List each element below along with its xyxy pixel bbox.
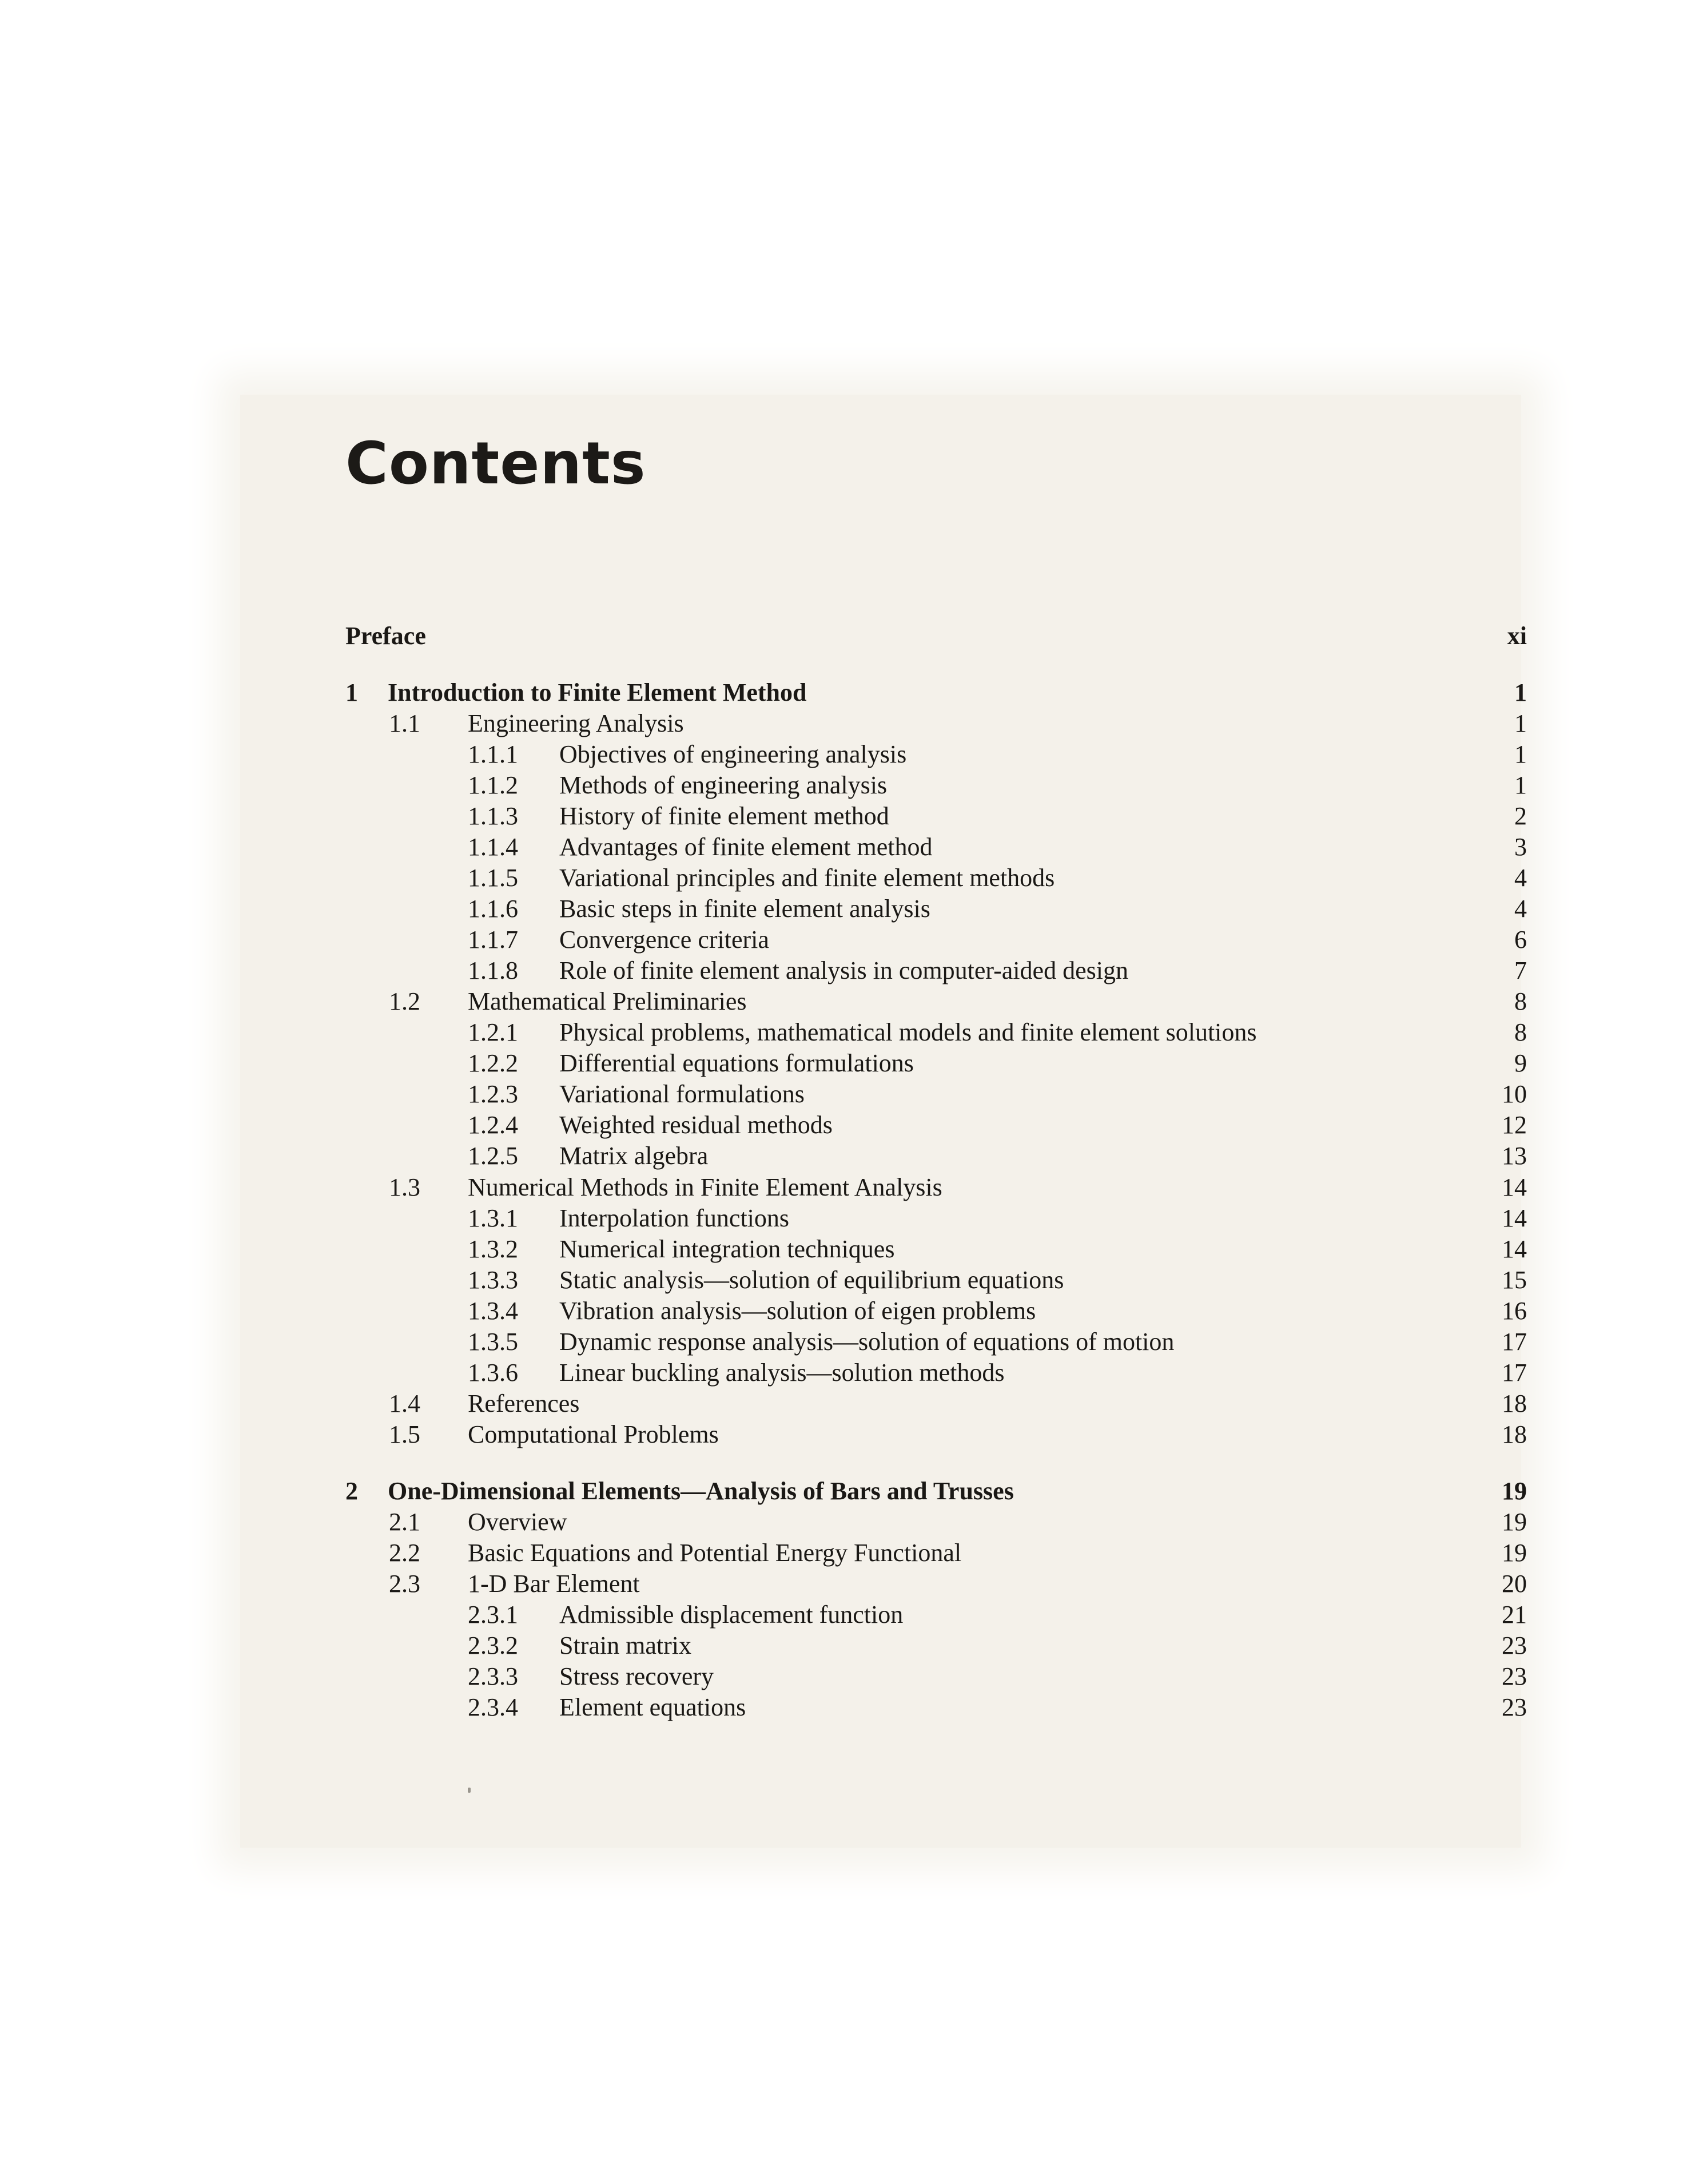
toc-entry — [0, 677, 1687, 708]
toc-entry-title: History of finite element method — [559, 802, 889, 830]
toc-entry-title: Matrix algebra — [559, 1142, 709, 1170]
toc-entry — [0, 801, 1687, 832]
toc-entry — [0, 1476, 1687, 1507]
toc-entry — [0, 1568, 1687, 1599]
toc-entry-page: 4 — [1514, 864, 1527, 892]
toc-entry — [0, 739, 1687, 770]
toc-entry-title: Role of finite element analysis in computer-aided design — [559, 956, 1128, 984]
toc-entry-title: Computational Problems — [468, 1420, 719, 1448]
toc-entry-page: xi — [1507, 622, 1527, 650]
toc-entry-page: 1 — [1514, 678, 1527, 706]
toc-entry-page: 9 — [1514, 1049, 1527, 1077]
toc-entry-title: Differential equations formulations — [559, 1049, 914, 1077]
toc-entry — [0, 1079, 1687, 1110]
toc-entry-page: 3 — [1514, 833, 1527, 861]
toc-entry — [0, 894, 1687, 924]
toc-entry-number: 1.2.5 — [468, 1142, 518, 1170]
toc-entry-page: 14 — [1502, 1204, 1527, 1232]
toc-entry-title: Basic Equations and Potential Energy Functional — [468, 1539, 962, 1567]
toc-entry-page: 15 — [1502, 1266, 1527, 1294]
toc-entry — [0, 708, 1687, 739]
toc-entry-title: Numerical Methods in Finite Element Analysis — [468, 1173, 942, 1201]
toc-entry-number: 1.1.4 — [468, 833, 518, 861]
toc-entry-title: Interpolation functions — [559, 1204, 790, 1232]
toc-entry-title: Preface — [345, 622, 426, 650]
toc-entry-number: 1.1.2 — [468, 771, 518, 799]
toc-entry — [0, 1327, 1687, 1357]
toc-entry-number: 1.2.4 — [468, 1111, 518, 1139]
toc-entry-page: 4 — [1514, 895, 1527, 923]
toc-entry-title: Mathematical Preliminaries — [468, 987, 747, 1015]
toc-entry — [0, 1110, 1687, 1141]
toc-entry-page: 1 — [1514, 771, 1527, 799]
toc-entry — [0, 1661, 1687, 1692]
toc-entry-number: 2.3.2 — [468, 1631, 518, 1659]
toc-entry — [0, 1234, 1687, 1265]
toc-entry-number: 1.3.5 — [468, 1328, 518, 1356]
toc-entry-title: Variational principles and finite element methods — [559, 864, 1055, 892]
toc-entry — [0, 1419, 1687, 1450]
toc-entry — [0, 1296, 1687, 1327]
toc-entry-title: Advantages of finite element method — [559, 833, 933, 861]
toc-entry-number: 1.4 — [389, 1389, 420, 1417]
toc-entry-page: 14 — [1502, 1173, 1527, 1201]
toc-entry-number: 1.2.3 — [468, 1080, 518, 1108]
toc-entry-number: 1.3.2 — [468, 1235, 518, 1263]
toc-entry — [0, 1507, 1687, 1538]
toc-entry-title: Methods of engineering analysis — [559, 771, 888, 799]
toc-entry-page: 20 — [1502, 1570, 1527, 1598]
toc-entry — [0, 1048, 1687, 1079]
toc-entry-page: 8 — [1514, 1018, 1527, 1046]
toc-entry-title: References — [468, 1389, 580, 1417]
toc-entry-title: One-Dimensional Elements—Analysis of Bars and Trusses — [388, 1477, 1014, 1505]
toc-entry-number: 1.3.6 — [468, 1359, 518, 1387]
toc-entry — [0, 955, 1687, 986]
toc-entry-title: Variational formulations — [559, 1080, 805, 1108]
toc-entry-title: Overview — [468, 1508, 567, 1536]
toc-entry — [0, 1017, 1687, 1048]
toc-entry-title: Convergence criteria — [559, 926, 769, 954]
toc-entry-title: Element equations — [559, 1693, 746, 1721]
page-title: Contents — [345, 430, 646, 498]
toc-entry — [0, 1599, 1687, 1630]
toc-entry — [0, 924, 1687, 955]
toc-entry-number: 1.1.6 — [468, 895, 518, 923]
toc-entry-page: 12 — [1502, 1111, 1527, 1139]
toc-entry-page: 21 — [1502, 1601, 1527, 1629]
toc-entry-number: 1.2.2 — [468, 1049, 518, 1077]
toc-entry-title: Objectives of engineering analysis — [559, 740, 907, 768]
toc-entry-title: Static analysis—solution of equilibrium equations — [559, 1266, 1064, 1294]
toc-entry-title: Admissible displacement function — [559, 1601, 904, 1629]
toc-entry-page: 1 — [1514, 740, 1527, 768]
toc-entry-page: 1 — [1514, 709, 1527, 737]
toc-entry-number: 1.3.3 — [468, 1266, 518, 1294]
toc-entry-page: 23 — [1502, 1662, 1527, 1690]
toc-entry-title: Dynamic response analysis—solution of equations of motion — [559, 1328, 1175, 1356]
toc-entry-number: 1.3 — [389, 1173, 420, 1201]
toc-entry — [0, 1265, 1687, 1296]
toc-entry-title: Basic steps in finite element analysis — [559, 895, 930, 923]
toc-entry-title: Numerical integration techniques — [559, 1235, 895, 1263]
toc-entry-page: 17 — [1502, 1328, 1527, 1356]
toc-entry-number: 2.3.4 — [468, 1693, 518, 1721]
toc-entry — [0, 1357, 1687, 1388]
toc-entry-page: 18 — [1502, 1420, 1527, 1448]
toc-entry — [0, 1692, 1687, 1723]
toc-entry-title: Weighted residual methods — [559, 1111, 833, 1139]
toc-entry-title: Physical problems, mathematical models and finite element solutions — [559, 1018, 1257, 1046]
toc-entry-page: 23 — [1502, 1631, 1527, 1659]
toc-entry-page: 19 — [1502, 1477, 1527, 1505]
toc-entry-page: 19 — [1502, 1508, 1527, 1536]
toc-entry-page: 17 — [1502, 1359, 1527, 1387]
toc-entry-page: 18 — [1502, 1389, 1527, 1417]
toc-entry — [0, 1538, 1687, 1568]
toc-entry-page: 2 — [1514, 802, 1527, 830]
toc-entry-title: Strain matrix — [559, 1631, 691, 1659]
toc-entry-page: 8 — [1514, 987, 1527, 1015]
toc-entry-page: 23 — [1502, 1693, 1527, 1721]
toc-entry — [0, 770, 1687, 801]
toc-entry-number: 2.3.1 — [468, 1601, 518, 1629]
toc-entry — [0, 832, 1687, 863]
toc-entry-number: 1.1.7 — [468, 926, 518, 954]
scan-speck — [468, 1788, 471, 1793]
toc-entry-number: 1.2.1 — [468, 1018, 518, 1046]
toc-entry-number: 1.3.1 — [468, 1204, 518, 1232]
toc-entry-page: 14 — [1502, 1235, 1527, 1263]
toc-entry — [0, 986, 1687, 1017]
toc-entry-number: 2.3.3 — [468, 1662, 518, 1690]
toc-entry — [0, 621, 1687, 652]
toc-entry-number: 2.3 — [389, 1570, 420, 1598]
toc-entry-page: 16 — [1502, 1297, 1527, 1325]
toc-entry-number: 1 — [345, 678, 358, 706]
toc-entry — [0, 1203, 1687, 1234]
toc-entry-title: Stress recovery — [559, 1662, 714, 1690]
toc-entry-number: 1.1.5 — [468, 864, 518, 892]
toc-entry — [0, 1141, 1687, 1172]
toc-entry-page: 13 — [1502, 1142, 1527, 1170]
toc-entry-number: 1.5 — [389, 1420, 420, 1448]
toc-entry-number: 1.1.1 — [468, 740, 518, 768]
toc-entry-page: 7 — [1514, 956, 1527, 984]
toc-entry-number: 1.1.3 — [468, 802, 518, 830]
toc-entry — [0, 863, 1687, 894]
toc-entry-title: Engineering Analysis — [468, 709, 684, 737]
toc-entry-number: 1.3.4 — [468, 1297, 518, 1325]
toc-entry-title: 1-D Bar Element — [468, 1570, 640, 1598]
toc-entry-number: 1.1.8 — [468, 956, 518, 984]
toc-entry — [0, 1172, 1687, 1203]
toc-entry-page: 6 — [1514, 926, 1527, 954]
toc-entry-number: 2.2 — [389, 1539, 420, 1567]
toc-entry-page: 19 — [1502, 1539, 1527, 1567]
toc-entry-title: Vibration analysis—solution of eigen problems — [559, 1297, 1036, 1325]
toc-entry — [0, 1630, 1687, 1661]
toc-entry-title: Introduction to Finite Element Method — [388, 678, 807, 706]
toc-entry-number: 2 — [345, 1477, 358, 1505]
toc-entry-number: 1.2 — [389, 987, 420, 1015]
toc-entry-page: 10 — [1502, 1080, 1527, 1108]
toc-entry-title: Linear buckling analysis—solution methods — [559, 1359, 1005, 1387]
toc-entry-number: 1.1 — [389, 709, 420, 737]
toc-entry — [0, 1388, 1687, 1419]
toc-entry-number: 2.1 — [389, 1508, 420, 1536]
